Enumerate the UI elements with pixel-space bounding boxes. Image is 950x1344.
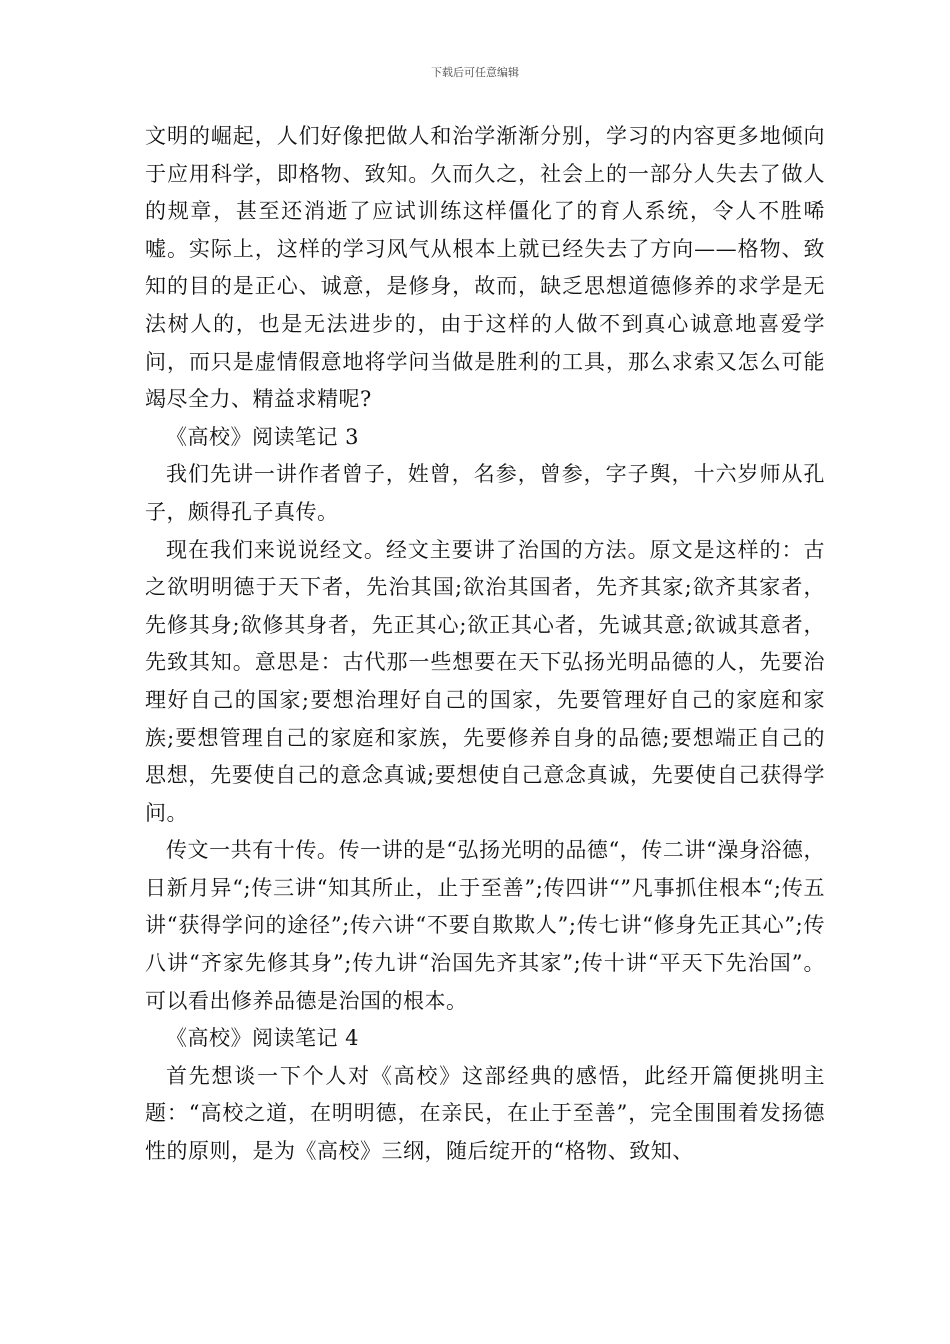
paragraph: 我们先讲一讲作者曾子，姓曾，名参，曾参，字子舆，十六岁师从孔子，颇得孔子真传。 <box>145 462 825 524</box>
page-header: 下载后可任意编辑 <box>431 66 519 79</box>
section-heading: 《高校》阅读笔记 4 <box>166 1026 360 1051</box>
paragraph: 首先想谈一下个人对《高校》这部经典的感悟，此经开篇便挑明主题：“高校之道，在明明德，在亲民，在止于至善”，完全围围着发扬德性的原则，是为《高校》三纲，随后绽开的“格物、致知、 <box>145 1063 825 1164</box>
section-heading: 《高校》阅读笔记 3 <box>166 424 360 449</box>
paragraph: 现在我们来说说经文。经文主要讲了治国的方法。原文是这样的：古之欲明明德于天下者，先治其国;欲治其国者，先齐其家;欲齐其家者，先修其身;欲修其身者，先正其心;欲正其心者，先诚其意;欲诚其意者，先致其知。意思是：古代那一些想要在天下弘扬光明品德的人，先要治理好自己的国家;要想治理好自己的国家，先要管理好自己的家庭和家族;要想管理自己的家庭和家族，先要修养自身的品德;要想端正自己的思想，先要使自己的意念真诚;要想使自己意念真诚，先要使自己获得学问。 <box>145 537 825 825</box>
paragraph: 传文一共有十传。传一讲的是“弘扬光明的品德“，传二讲“澡身浴德，日新月异“;传三讲“知其所止，止于至善”;传四讲“”凡事抓住根本“;传五讲“获得学问的途径”;传六讲“不要自欺欺人”;传七讲“修身先正其心”;传八讲“齐家先修其身”;传九讲“治国先齐其家”;传十讲“平天下先治国”。可以看出修养品德是治国的根本。 <box>145 838 825 1013</box>
document-body <box>145 118 825 1171</box>
paragraph: 文明的崛起，人们好像把做人和治学渐渐分别，学习的内容更多地倾向于应用科学，即格物、致知。久而久之，社会上的一部分人失去了做人的规章，甚至还消逝了应试训练这样僵化了的育人系统，令人不胜唏嘘。实际上，这样的学习风气从根本上就已经失去了方向——格物、致知的目的是正心、诚意，是修身，故而，缺乏思想道德修养的求学是无法树人的，也是无法进步的，由于这样的人做不到真心诚意地喜爱学问，而只是虚情假意地将学问当做是胜利的工具，那么求索又怎么可能竭尽全力、精益求精呢? <box>145 124 825 412</box>
